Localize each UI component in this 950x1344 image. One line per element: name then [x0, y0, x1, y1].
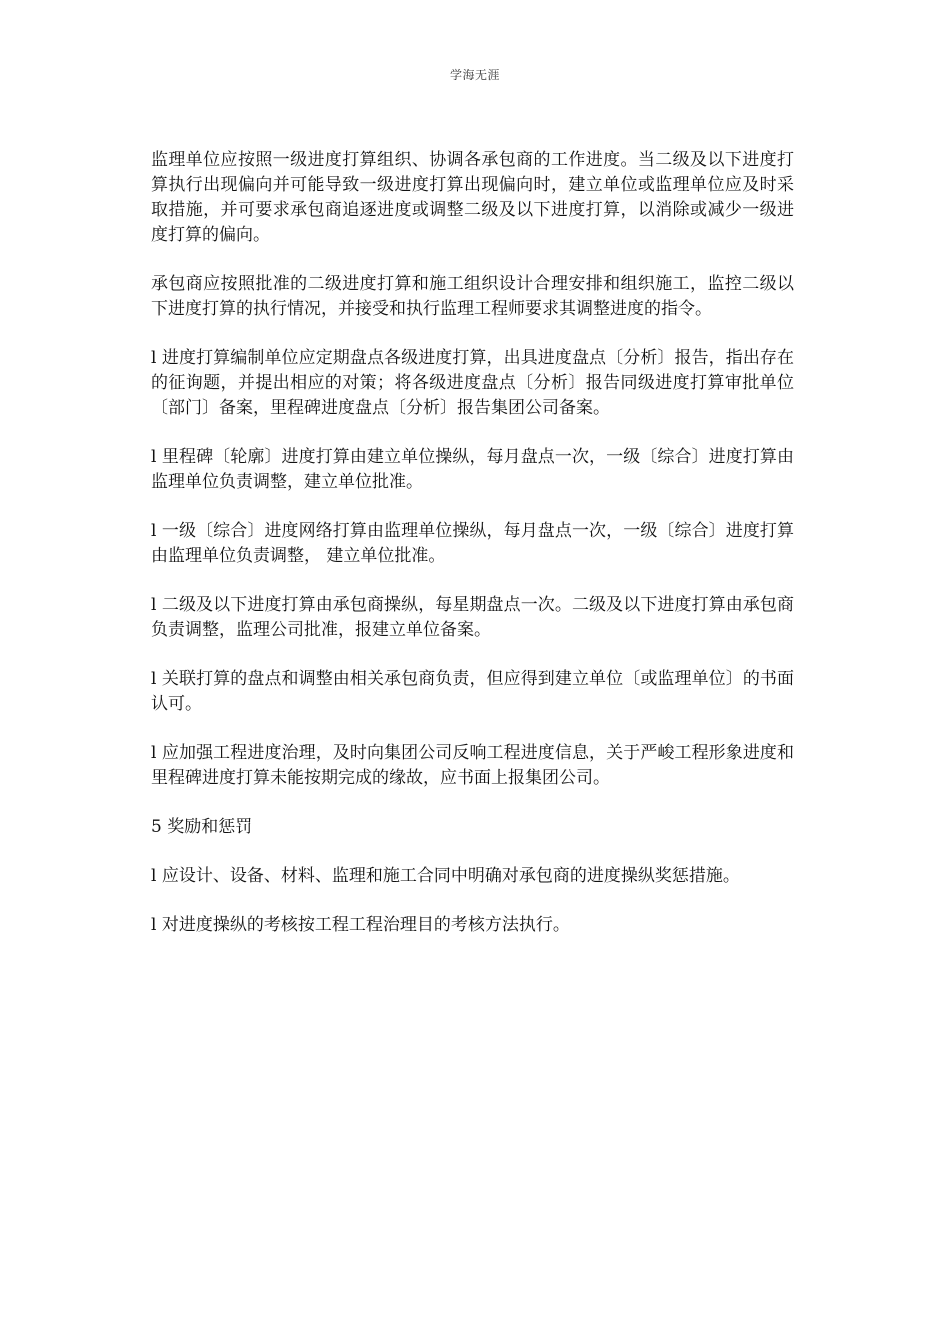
paragraph-contract-measures: l 应设计、设备、材料、监理和施工合同中明确对承包商的进度操纵奖惩措施。: [151, 866, 740, 886]
paragraph-contractor-arrangement: 承包商应按照批准的二级进度打算和施工组织设计合理安排和组织施工，监控二级以下进度打算的执行情况，并接受和执行监理工程师要求其调整进度的指令。: [151, 274, 794, 319]
paragraph-progress-management: l 应加强工程进度治理，及时向集团公司反响工程进度信息，关于严峻工程形象进度和里程碑进度打算未能按期完成的缘故，应书面上报集团公司。: [151, 743, 794, 788]
page-header: 学海无涯: [449, 68, 500, 82]
paragraph-supervision-coordination: 监理单位应按照一级进度打算组织、协调各承包商的工作进度。当二级及以下进度打算执行出现偏向并可能导致一级进度打算出现偏向时，建立单位或监理单位应及时采取措施，并可要求承包商追逐进度或调整二级及以下进度打算，以消除或减少一级进度打算的偏向。: [151, 150, 794, 245]
document-body: [151, 148, 794, 962]
paragraph-related-plan: l 关联打算的盘点和调整由相关承包商负责，但应得到建立单位〔或监理单位〕的书面认可。: [151, 669, 794, 714]
paragraph-level-one-network: l 一级〔综合〕进度网络打算由监理单位操纵，每月盘点一次，一级〔综合〕进度打算由监理单位负责调整， 建立单位批准。: [151, 521, 794, 566]
paragraph-milestone-plan: l 里程碑〔轮廓〕进度打算由建立单位操纵，每月盘点一次，一级〔综合〕进度打算由监理单位负责调整，建立单位批准。: [151, 447, 794, 492]
paragraph-level-two-plan: l 二级及以下进度打算由承包商操纵，每星期盘点一次。二级及以下进度打算由承包商负责调整，监理公司批准，报建立单位备案。: [151, 595, 794, 640]
paragraph-periodic-review: l 进度打算编制单位应定期盘点各级进度打算，出具进度盘点〔分析〕报告，指出存在的征询题，并提出相应的对策；将各级进度盘点〔分析〕报告同级进度打算审批单位〔部门〕备案，里程碑进度盘点〔分析〕报告集团公司备案。: [151, 348, 794, 418]
section-heading-rewards-penalties: 5 奖励和惩罚: [151, 817, 253, 837]
paragraph-assessment: l 对进度操纵的考核按工程工程治理目的考核方法执行。: [151, 915, 570, 935]
